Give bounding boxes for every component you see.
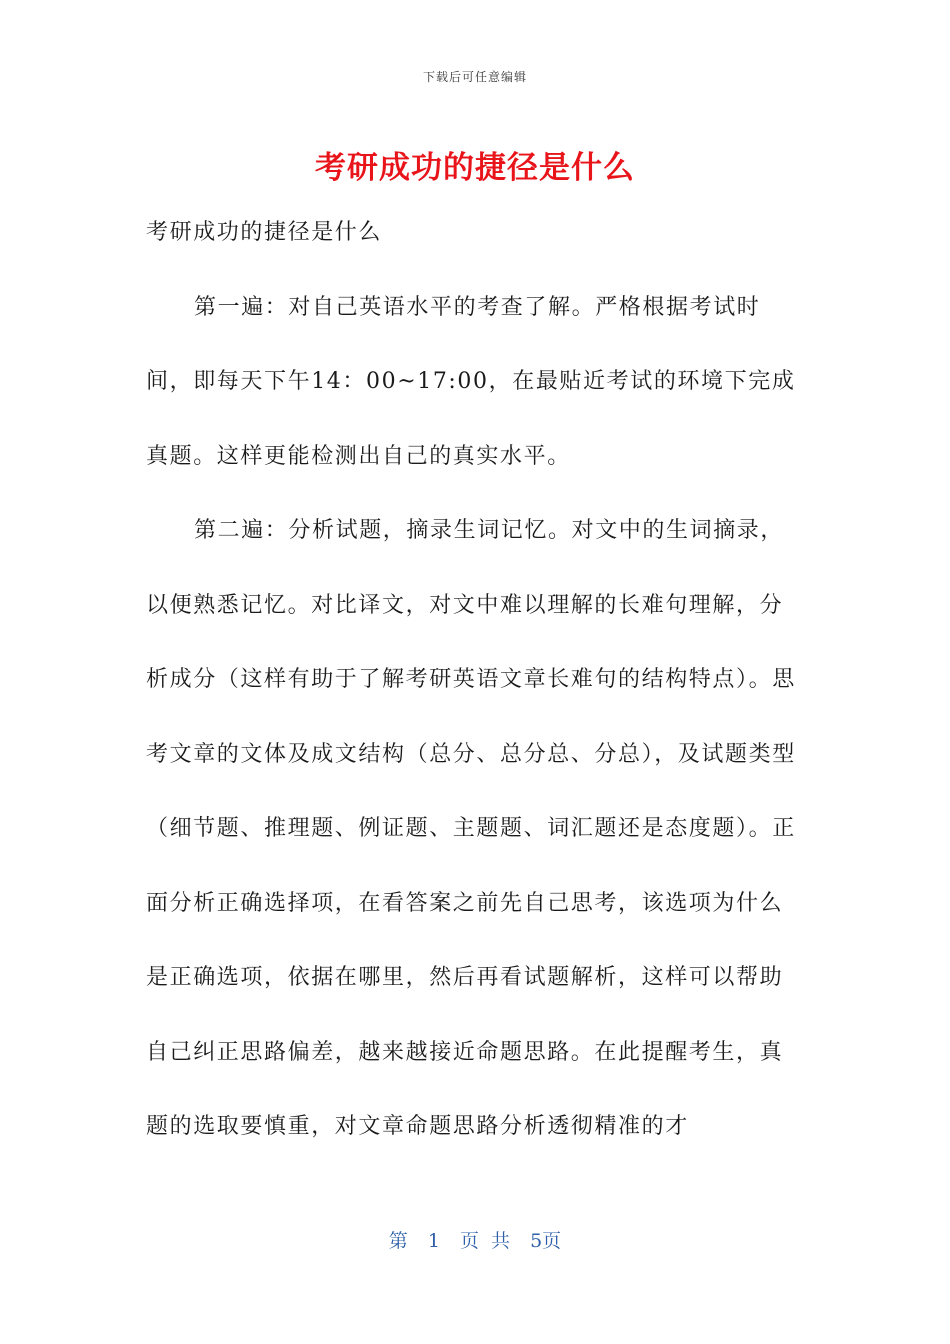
footer-total-pages: 5页	[530, 1230, 562, 1252]
document-title: 考研成功的捷径是什么	[315, 150, 635, 186]
body-paragraph-second-pass: 第二遍：分析试题，摘录生词记忆。对文中的生词摘录，以便熟悉记忆。对比译文，对文中难以理解的长难句理解，分析成分（这样有助于了解考研英语文章长难句的结构特点）。思考文章的文体及成文结构（总分、总分总、分总），及试题类型（细节题、推理题、例证题、主题题、词汇题还是态度题）。正面分析正确选择项，在看答案之前先自己思考，该选项为什么是正确选项，依据在哪里，然后再看试题解析，这样可以帮助自己纠正思路偏差，越来越接近命题思路。在此提醒考生，真题的选取要慎重，对文章命题思路分析透彻精准的才	[146, 518, 796, 1139]
page-footer	[0, 1226, 950, 1253]
footer-page-mid: 页 共	[460, 1230, 511, 1252]
header-note: 下载后可任意编辑	[422, 70, 527, 84]
footer-page-number: 1	[427, 1230, 440, 1252]
document-body	[146, 196, 796, 1165]
body-paragraph-subtitle: 考研成功的捷径是什么	[146, 220, 383, 245]
body-paragraph-first-pass: 第一遍：对自己英语水平的考查了解。严格根据考试时间，即每天下午14：00~17:00，在最贴近考试的环境下完成真题。这样更能检测出自己的真实水平。	[146, 294, 796, 469]
footer-page-prefix: 第	[388, 1230, 408, 1252]
